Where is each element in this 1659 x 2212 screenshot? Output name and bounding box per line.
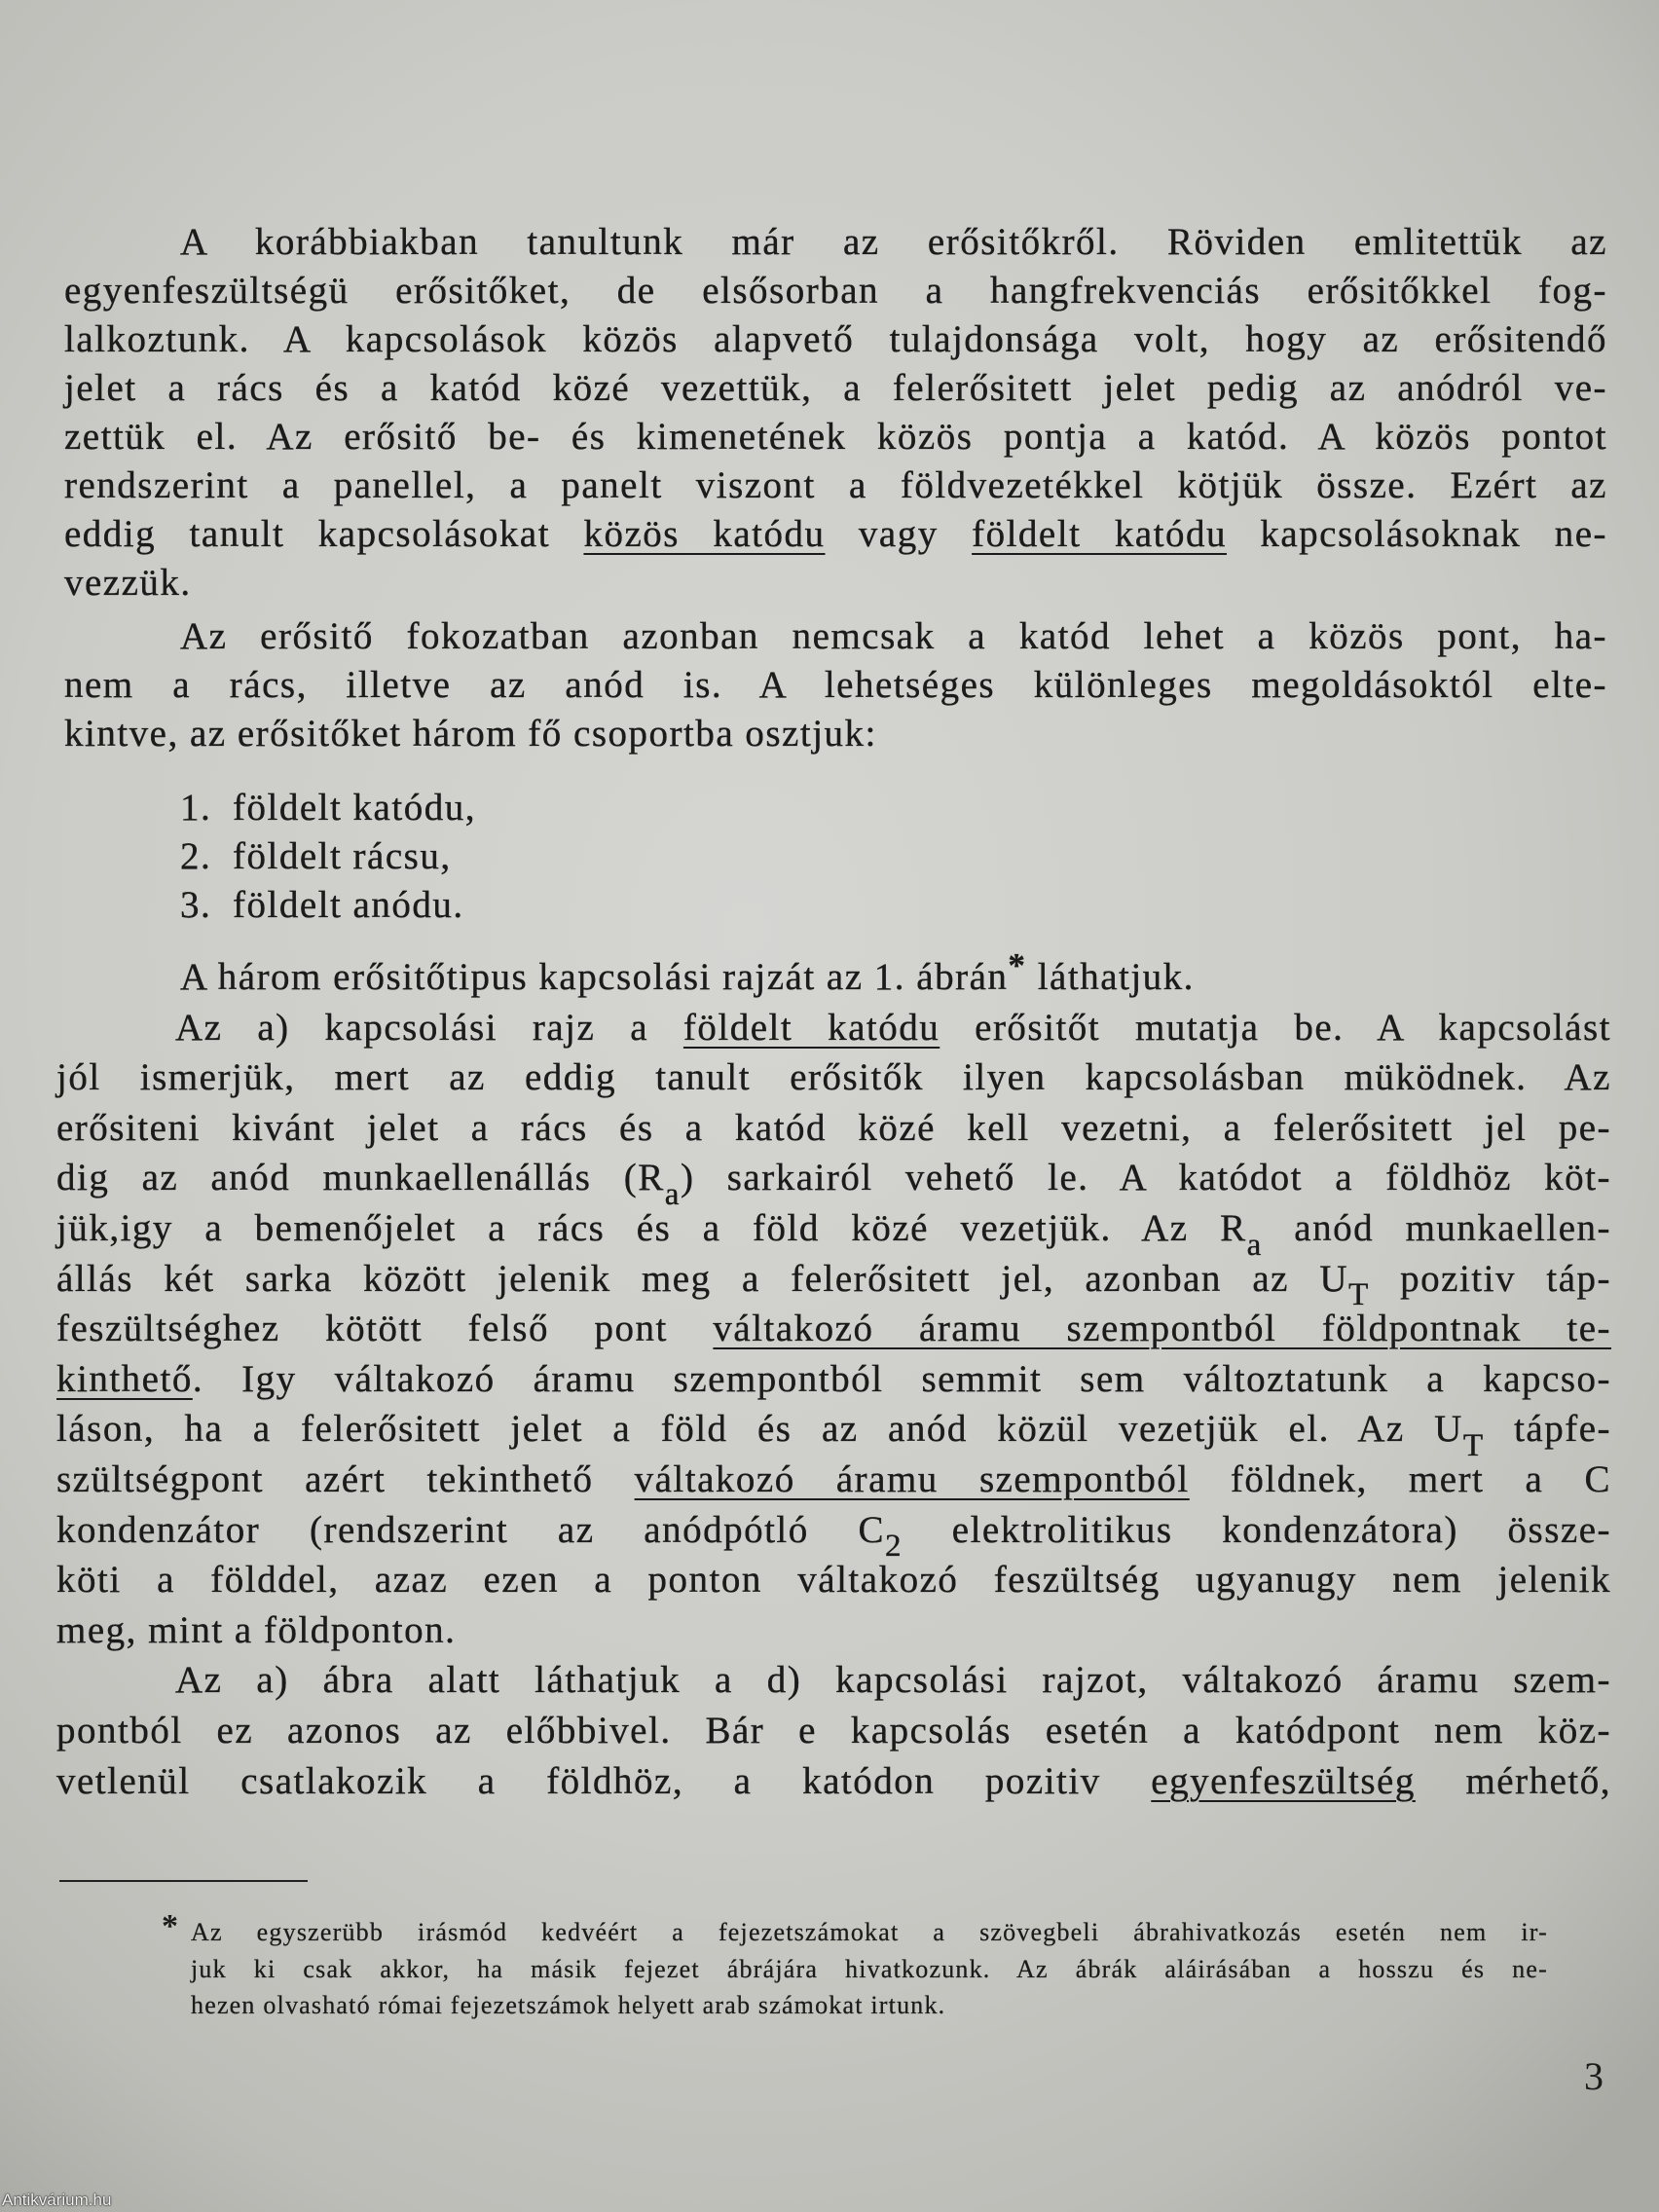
line-text: szültségpont azért tekinthető	[56, 1457, 635, 1500]
list-number: 3.	[180, 884, 212, 926]
text-line: köti a földdel, azaz ezen a ponton váltakozó feszültség ugyanugy nem jelenik	[56, 1559, 1611, 1602]
text-line: A korábbiakban tanultunk már az erősitőkről. Röviden emlitettük az	[180, 221, 1607, 263]
subscript: 2	[884, 1528, 903, 1565]
paragraph-2	[64, 612, 1607, 758]
line-text: vetlenül csatlakozik a földhöz, a katódon pozitiv	[56, 1759, 1152, 1802]
text-line	[56, 1404, 1611, 1464]
text-line: lalkoztunk. A kapcsolások közös alapvető tulajdonsága volt, hogy az erősitendő	[64, 318, 1607, 360]
underlined-term: közös katódu	[583, 513, 826, 555]
line-text: Az a) kapcsolási rajz a	[175, 1006, 683, 1049]
text-line	[64, 945, 1607, 1003]
text-line: pontból ez azonos az előbbivel. Bár e kapcsolás esetén a katódpont nem köz-	[56, 1709, 1611, 1751]
subscript: a	[1246, 1226, 1263, 1263]
subscript: T	[1348, 1276, 1370, 1313]
text-line	[56, 1455, 1611, 1505]
footnote	[191, 1914, 1548, 2024]
line-text: kapcsolásoknak ne-	[1226, 513, 1608, 555]
text-line: jelet a rács és a katód közé vezettük, a felerősitett jelet pedig az anódról ve-	[64, 367, 1607, 409]
line-text: földnek, mert a C	[1189, 1457, 1611, 1500]
list-item-text: földelt rácsu,	[233, 835, 452, 877]
line-text: tápfe-	[1484, 1408, 1611, 1451]
paragraph-4	[56, 1003, 1611, 1656]
text-line: Az a) ábra alatt láthatjuk a d) kapcsolási rajzot, váltakozó áramu szem-	[175, 1659, 1611, 1702]
line-text: pozitiv táp-	[1369, 1257, 1612, 1300]
line-text: elektrolitikus kondenzátora) össze-	[903, 1508, 1611, 1551]
line-text: eddig tanult kapcsolásokat	[64, 513, 584, 555]
footnote-marker: *	[162, 1908, 178, 1944]
text-line	[56, 1254, 1612, 1313]
text-line	[56, 1153, 1612, 1213]
watermark: Antikvárium.hu	[2, 2191, 112, 2209]
page-number: 3	[1584, 2054, 1604, 2098]
underlined-term: földelt katódu	[972, 513, 1227, 555]
text-line	[56, 1203, 1612, 1263]
list-item	[64, 832, 1607, 881]
text-line	[56, 1505, 1611, 1565]
line-text: láson, ha a felerősitett jelet a föld és az anód közül vezetjük el. Az U	[56, 1408, 1463, 1451]
text-line	[56, 1756, 1611, 1807]
line-text: kondenzátor (rendszerint az anódpótló C	[56, 1508, 885, 1551]
line-text: állás két sarka között jelenik meg a felerősitett jel, azonban az U	[56, 1257, 1349, 1300]
line-text: vagy	[825, 513, 973, 555]
footnote-line: Az egyszerübb irásmód kedvéért a fejezetszámokat a szövegbeli ábrahivatkozás esetén nem ir-	[191, 1918, 1548, 1946]
text-line: nem a rács, illetve az anód is. A lehetséges különleges megoldásoktól elte-	[64, 664, 1607, 706]
subscript: T	[1462, 1427, 1485, 1464]
text-line	[56, 1003, 1611, 1053]
text-line: zettük el. Az erősitő be- és kimenetének közös pontja a katód. A közös pontot	[64, 416, 1607, 458]
text-line: jól ismerjük, mert az eddig tanult erősitők ilyen kapcsolásban müködnek. Az	[56, 1056, 1611, 1099]
line-text: feszültséghez kötött felső pont	[56, 1308, 714, 1350]
text-line: rendszerint a panellel, a panelt viszont a földvezetékkel kötjük össze. Ezért az	[64, 464, 1607, 506]
underlined-term: földelt katódu	[682, 1006, 940, 1049]
paragraph-3	[64, 945, 1607, 1003]
underlined-term: kinthető	[56, 1357, 193, 1400]
line-text: . Igy váltakozó áramu szempontból semmit sem változtatunk a kapcso-	[192, 1357, 1611, 1400]
text-line: Az erősitő fokozatban azonban nemcsak a katód lehet a közös pont, ha-	[180, 615, 1607, 657]
text-line: vezzük.	[64, 562, 192, 604]
list-item	[64, 784, 1607, 832]
footnote-line: hezen olvasható római fejezetszámok helyett arab számokat irtunk.	[191, 1991, 946, 2019]
underlined-term: váltakozó áramu szempontból	[634, 1457, 1190, 1500]
text-line: meg, mint a földponton.	[56, 1608, 457, 1651]
line-text: jük,igy a bemenőjelet a rács és a föld közé vezetjük. Az R	[56, 1206, 1247, 1249]
text-line: egyenfeszültségü erősitőket, de elsősorban a hangfrekvenciás erősitőkkel fog-	[64, 270, 1607, 312]
numbered-list	[64, 784, 1607, 930]
paragraph-5	[56, 1655, 1611, 1806]
line-text: láthatjuk.	[1026, 956, 1195, 998]
footnote-line: juk ki csak akkor, ha másik fejezet ábrájára hivatkozunk. Az ábrák aláirásában a hosszu és ne-	[191, 1954, 1548, 1983]
line-text: erősitőt mutatja be. A kapcsolást	[940, 1006, 1611, 1049]
line-text: anód munkaellen-	[1262, 1206, 1612, 1249]
text-line: erősiteni kivánt jelet a rács és a katód közé kell vezetni, a felerősitett jel pe-	[56, 1106, 1611, 1149]
underlined-term: váltakozó áramu szempontból földpontnak te-	[713, 1308, 1612, 1350]
text-line	[64, 510, 1607, 559]
text-line: kintve, az erősitőket három fő csoportba osztjuk:	[64, 713, 877, 755]
main-text	[56, 218, 1612, 1806]
list-item	[64, 881, 1607, 930]
line-text: ) sarkairól vehető le. A katódot a földhöz köt-	[680, 1157, 1612, 1199]
list-item-text: földelt katódu,	[233, 787, 476, 829]
line-text: dig az anód munkaellenállás (R	[56, 1157, 665, 1199]
text-line	[56, 1304, 1611, 1354]
line-text: mérhető,	[1415, 1759, 1611, 1802]
paragraph-1	[64, 218, 1607, 608]
list-item-text: földelt anódu.	[233, 884, 464, 926]
footnote-reference: *	[1008, 945, 1027, 984]
footnote-separator	[59, 1880, 308, 1882]
list-number: 2.	[180, 835, 212, 877]
subscript: a	[664, 1176, 681, 1213]
line-text: A három erősitőtipus kapcsolási rajzát az 1. ábrán	[180, 956, 1009, 998]
text-line	[56, 1354, 1611, 1405]
underlined-term: egyenfeszültség	[1151, 1759, 1416, 1802]
list-number: 1.	[180, 787, 212, 829]
